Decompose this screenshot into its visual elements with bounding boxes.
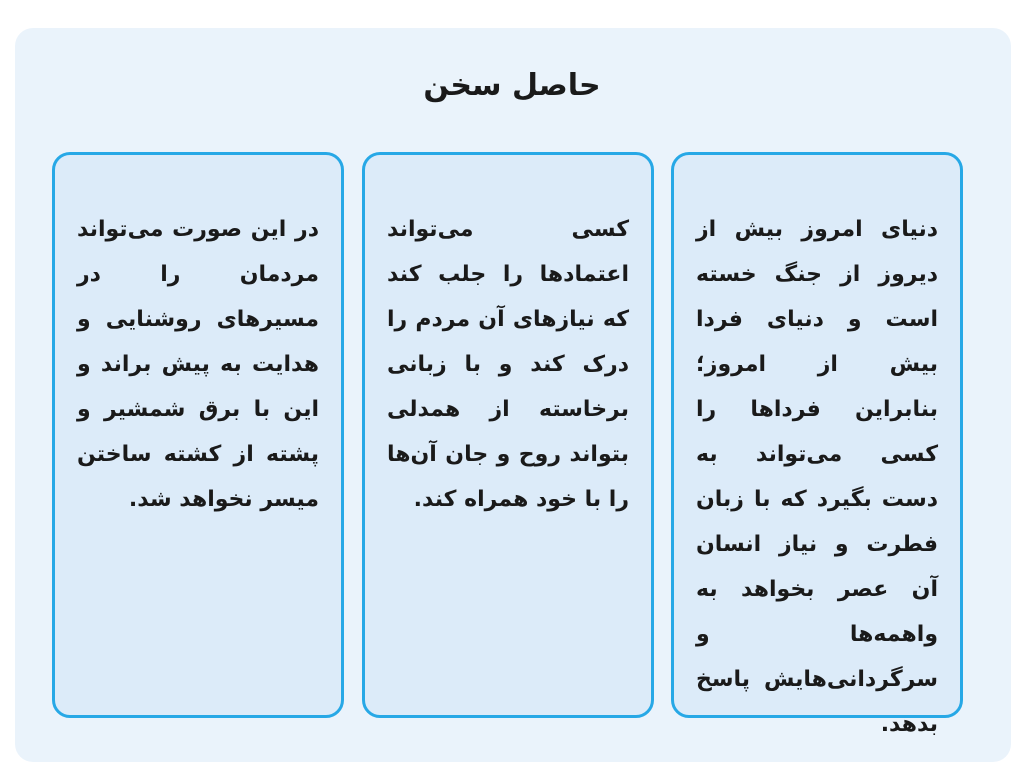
text-card-first: دنیای امروز بیش از دیروز از جنگ خسته است و دنیای فردا بیش از امروز؛ بنابراین فرداها را کسی می‌تواند به دست بگیرد که با زبان فطرت و نیاز انسان آن عصر بخواهد به واهمه‌ها و سرگردانی‌هایش پاسخ بدهد.: [671, 152, 963, 718]
text-card-third: در این صورت می‌تواند مردمان را در مسیرهای روشنایی و هدایت به پیش براند و این با برق شمشیر و پشته از کشته ساختن میسر نخواهد شد.: [52, 152, 344, 718]
page-title: حاصل سخن: [423, 68, 601, 103]
text-card-second: کسی می‌تواند اعتمادها را جلب کند که نیازهای آن مردم را درک کند و با زبانی برخاسته از همدلی بتواند روح و جان آن‌ها را با خود همراه کند.: [362, 152, 654, 718]
